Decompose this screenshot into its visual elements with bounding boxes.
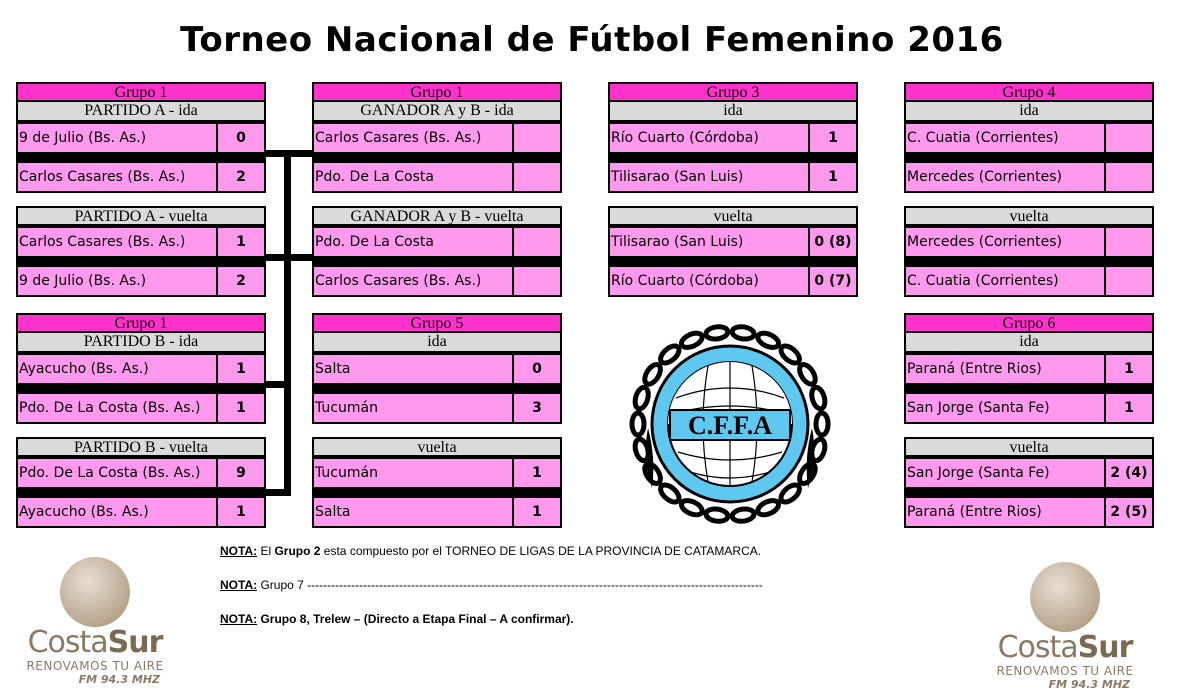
bracket-line xyxy=(266,489,291,496)
team-score: 2 xyxy=(216,267,264,295)
team-name: Mercedes (Corrientes) xyxy=(907,234,1062,250)
costasur-emblem-icon xyxy=(1030,562,1100,632)
logo-fm: FM 94.3 MHZ xyxy=(78,673,160,686)
page-title: Torneo Nacional de Fútbol Femenino 2016 xyxy=(180,20,1004,60)
group-header: Grupo 4 xyxy=(904,82,1154,102)
note-label: NOTA: xyxy=(220,544,258,558)
team-name: 9 de Julio (Bs. As.) xyxy=(19,130,147,146)
team-row xyxy=(16,353,266,385)
costasur-logo-right xyxy=(990,562,1140,692)
team-score xyxy=(512,124,560,152)
logo-brand: CostaSur xyxy=(27,625,163,660)
team-score: 0 (8) xyxy=(808,228,856,256)
note-label: NOTA: xyxy=(220,612,258,626)
match-block xyxy=(904,82,1154,193)
team-row xyxy=(904,226,1154,258)
team-score xyxy=(1104,124,1152,152)
team-row xyxy=(312,161,562,193)
row-separator xyxy=(16,385,266,392)
row-separator xyxy=(312,385,562,392)
match-block xyxy=(312,206,562,297)
team-row xyxy=(16,226,266,258)
team-row xyxy=(904,122,1154,154)
team-score: 1 xyxy=(808,163,856,191)
team-row xyxy=(312,353,562,385)
team-name: Tucumán xyxy=(315,400,378,416)
team-name: Carlos Casares (Bs. As.) xyxy=(19,169,186,185)
cffa-crest-logo xyxy=(612,318,848,534)
match-header: PARTIDO A - vuelta xyxy=(16,206,266,226)
team-name: Ayacucho (Bs. As.) xyxy=(19,361,149,377)
team-score: 1 xyxy=(1104,394,1152,422)
team-name: San Jorge (Santa Fe) xyxy=(907,465,1050,481)
match-header: PARTIDO A - ida xyxy=(16,102,266,122)
match-header: vuelta xyxy=(904,437,1154,457)
chain-link xyxy=(756,330,781,350)
match-header: ida xyxy=(312,333,562,353)
team-score: 2 xyxy=(216,163,264,191)
row-separator xyxy=(608,258,858,265)
note-text: Grupo 8, Trelew – (Directo a Etapa Final – A confirmar). xyxy=(257,612,574,626)
team-row xyxy=(608,161,858,193)
note-label: NOTA: xyxy=(220,578,258,592)
row-separator xyxy=(904,258,1154,265)
note-text: Grupo 7 xyxy=(257,578,308,592)
team-row xyxy=(904,496,1154,528)
team-row xyxy=(16,496,266,528)
team-name: Río Cuarto (Córdoba) xyxy=(611,273,759,289)
match-block xyxy=(312,313,562,424)
group-header: Grupo 1 xyxy=(16,313,266,333)
logo-tagline: RENOVAMOS TU AIRE xyxy=(996,664,1134,678)
team-score xyxy=(1104,228,1152,256)
note xyxy=(220,578,763,612)
team-score: 0 xyxy=(512,355,560,383)
team-name: Pdo. De La Costa (Bs. As.) xyxy=(19,400,201,416)
row-separator xyxy=(16,258,266,265)
chain-link xyxy=(809,386,827,410)
logo-fm: FM 94.3 MHZ xyxy=(1048,678,1130,691)
match-block xyxy=(904,206,1154,297)
team-name: Salta xyxy=(315,504,351,520)
match-block xyxy=(904,437,1154,528)
team-row xyxy=(312,265,562,297)
costasur-logo-left xyxy=(20,557,170,687)
crest-text: C.F.F.A xyxy=(687,411,773,440)
note xyxy=(220,544,763,578)
team-name: Tilisarao (San Luis) xyxy=(611,169,744,185)
match-block xyxy=(608,206,858,297)
team-score: 1 xyxy=(216,394,264,422)
team-score: 1 xyxy=(808,124,856,152)
chain-link xyxy=(658,482,682,505)
chain-link xyxy=(705,508,728,523)
team-name: Pdo. De La Costa xyxy=(315,234,434,250)
bracket-line xyxy=(284,150,291,496)
team-row xyxy=(904,265,1154,297)
chain-link xyxy=(778,482,802,505)
match-header: ida xyxy=(904,102,1154,122)
team-row xyxy=(16,457,266,489)
chain-link xyxy=(642,362,664,387)
team-score: 3 xyxy=(512,394,560,422)
match-block xyxy=(16,82,266,193)
team-row xyxy=(608,265,858,297)
team-row xyxy=(312,496,562,528)
team-name: Paraná (Entre Rios) xyxy=(907,504,1042,520)
group-header: Grupo 5 xyxy=(312,313,562,333)
team-name: Tilisarao (San Luis) xyxy=(611,234,744,250)
team-row xyxy=(904,457,1154,489)
match-header: PARTIDO B - vuelta xyxy=(16,437,266,457)
chain-link xyxy=(658,343,682,366)
team-score xyxy=(1104,163,1152,191)
note-text: El xyxy=(257,544,275,558)
team-score: 1 xyxy=(512,459,560,487)
chain-link xyxy=(731,325,754,340)
row-separator xyxy=(16,154,266,161)
chain-link xyxy=(633,386,651,410)
team-name: Tucumán xyxy=(315,465,378,481)
chain-link xyxy=(731,508,754,523)
team-score: 0 (7) xyxy=(808,267,856,295)
team-name: Carlos Casares (Bs. As.) xyxy=(19,234,186,250)
team-score: 1 xyxy=(216,228,264,256)
chain-link xyxy=(778,343,802,366)
row-separator xyxy=(16,489,266,496)
row-separator xyxy=(904,154,1154,161)
note-text: ------------------------------------------------------------------------------------------------------------------ xyxy=(307,578,763,592)
team-name: Carlos Casares (Bs. As.) xyxy=(315,273,482,289)
team-score xyxy=(1104,267,1152,295)
team-row xyxy=(904,392,1154,424)
team-name: Salta xyxy=(315,361,351,377)
bracket-line xyxy=(266,381,291,388)
match-header: vuelta xyxy=(312,437,562,457)
match-block xyxy=(608,82,858,193)
team-name: 9 de Julio (Bs. As.) xyxy=(19,273,147,289)
row-separator xyxy=(904,489,1154,496)
team-name: San Jorge (Santa Fe) xyxy=(907,400,1050,416)
match-header: vuelta xyxy=(608,206,858,226)
row-separator xyxy=(904,385,1154,392)
match-block xyxy=(16,206,266,297)
note-text: esta compuesto por el xyxy=(320,544,445,558)
team-score xyxy=(512,267,560,295)
bracket-line xyxy=(266,254,312,261)
team-score: 2 (5) xyxy=(1104,498,1152,526)
chain-link xyxy=(796,362,818,387)
row-separator xyxy=(312,489,562,496)
team-name: Mercedes (Corrientes) xyxy=(907,169,1062,185)
group-header: Grupo 1 xyxy=(312,82,562,102)
team-name: Carlos Casares (Bs. As.) xyxy=(315,130,482,146)
match-header: GANADOR A y B - ida xyxy=(312,102,562,122)
match-header: GANADOR A y B - vuelta xyxy=(312,206,562,226)
match-header: PARTIDO B - ida xyxy=(16,333,266,353)
team-name: C. Cuatia (Corrientes) xyxy=(907,130,1059,146)
row-separator xyxy=(312,258,562,265)
team-row xyxy=(16,161,266,193)
match-block xyxy=(16,437,266,528)
match-block xyxy=(16,313,266,424)
team-name: Pdo. De La Costa (Bs. As.) xyxy=(19,465,201,481)
logo-tagline: RENOVAMOS TU AIRE xyxy=(26,659,164,673)
notes xyxy=(220,544,763,646)
chain-link xyxy=(816,413,828,435)
team-name: Pdo. De La Costa xyxy=(315,169,434,185)
chain-link xyxy=(679,498,704,518)
team-row xyxy=(16,392,266,424)
note xyxy=(220,612,763,646)
costasur-emblem-icon xyxy=(60,557,130,627)
team-score xyxy=(512,163,560,191)
team-row xyxy=(312,392,562,424)
row-separator xyxy=(312,154,562,161)
group-header: Grupo 3 xyxy=(608,82,858,102)
team-name: C. Cuatia (Corrientes) xyxy=(907,273,1059,289)
team-name: Río Cuarto (Córdoba) xyxy=(611,130,759,146)
team-score: 1 xyxy=(512,498,560,526)
match-block xyxy=(312,437,562,528)
team-score: 1 xyxy=(216,355,264,383)
team-score: 2 (4) xyxy=(1104,459,1152,487)
team-row xyxy=(904,353,1154,385)
team-row xyxy=(312,122,562,154)
team-row xyxy=(312,226,562,258)
group-header: Grupo 6 xyxy=(904,313,1154,333)
note-text: TORNEO DE LIGAS DE LA PROVINCIA DE CATAMARCA. xyxy=(445,544,762,558)
match-block xyxy=(312,82,562,193)
match-header: ida xyxy=(608,102,858,122)
match-header: vuelta xyxy=(904,206,1154,226)
match-header: ida xyxy=(904,333,1154,353)
team-row xyxy=(312,457,562,489)
chain-link xyxy=(632,413,644,435)
team-name: Paraná (Entre Rios) xyxy=(907,361,1042,377)
team-row xyxy=(16,265,266,297)
team-score xyxy=(512,228,560,256)
team-score: 1 xyxy=(1104,355,1152,383)
chain-link xyxy=(679,330,704,350)
chain-link xyxy=(756,498,781,518)
team-row xyxy=(608,226,858,258)
team-row xyxy=(904,161,1154,193)
match-block xyxy=(904,313,1154,424)
team-row xyxy=(608,122,858,154)
team-score: 0 xyxy=(216,124,264,152)
note-text: Grupo 2 xyxy=(274,544,321,558)
group-header: Grupo 1 xyxy=(16,82,266,102)
team-score: 9 xyxy=(216,459,264,487)
team-row xyxy=(16,122,266,154)
team-name: Ayacucho (Bs. As.) xyxy=(19,504,149,520)
row-separator xyxy=(608,154,858,161)
team-score: 1 xyxy=(216,498,264,526)
chain-link xyxy=(705,325,728,340)
logo-brand: CostaSur xyxy=(997,630,1133,665)
